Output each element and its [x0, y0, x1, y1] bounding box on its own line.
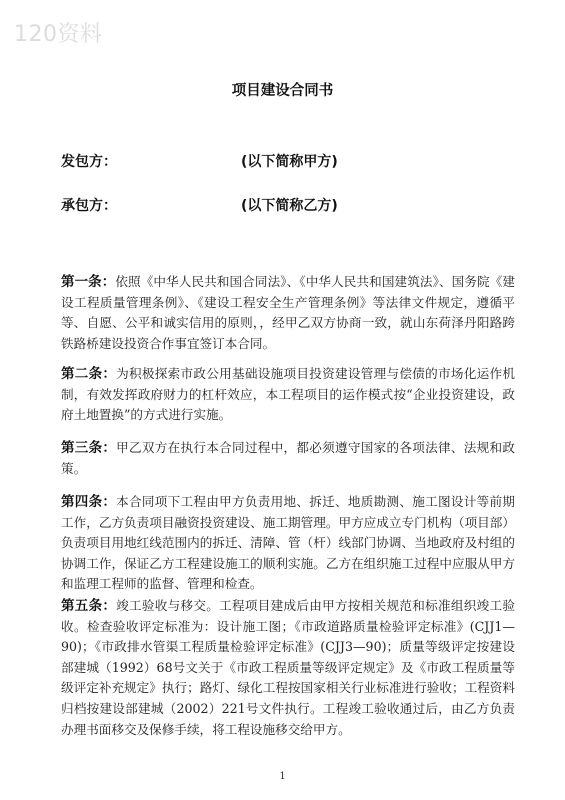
clause-4-text: 本合同项下工程由甲方负责用地、拆迁、地质勘测、施工图设计等前期工作，乙方负责项目融资投资建设、施工期管理。甲方应成立专门机构（项目部）负责项目用地红线范围内的拆迁、清障、管（杆）线部门协调、当地政府及村组的协调工作，保证乙方工程建设施工的顺利实施。乙方在组织施工过程中应服从甲方和监理工程师的监督、管理和检查。 — [61, 494, 516, 592]
clause-4 — [61, 492, 515, 595]
party-b-label: 承包方： — [61, 198, 117, 214]
clause-5 — [61, 596, 515, 740]
party-a-value: (以下简称甲方) — [241, 154, 338, 170]
party-b-line — [61, 195, 338, 215]
clause-1 — [61, 272, 515, 354]
clause-5-heading: 第五条： — [61, 598, 117, 614]
clause-3-text: 甲乙双方在执行本合同过程中，都必须遵守国家的各项法律、法规和政策。 — [61, 440, 516, 476]
clause-1-text: 依照《中华人民共和国合同法》、《中华人民共和国建筑法》、国务院《建设工程质量管理条例》、《建设工程安全生产管理条例》等法律文件规定，遵循平等、自愿、公平和诚实信用的原则，，经甲乙双方协商一致，就山东荷泽丹阳路跨铁路桥建设投资合作事宜签订本合同。 — [61, 274, 515, 351]
clause-3-heading: 第三条： — [61, 440, 117, 456]
party-a-label: 发包方： — [61, 154, 117, 170]
party-a-line — [61, 151, 338, 171]
clause-2-text: 为积极探索市政公用基础设施项目投资建设管理与偿债的市场化运作机制，有效发挥政府财力的杠杆效应，本工程项目的运作模式按“企业投资建设，政府土地置换”的方式进行实施。 — [61, 366, 516, 423]
watermark: 120资料 — [14, 22, 103, 47]
clause-3 — [61, 438, 515, 479]
page-number: 1 — [279, 771, 286, 782]
party-b-value: (以下简称乙方) — [241, 198, 338, 214]
clause-2 — [61, 364, 515, 426]
clause-4-heading: 第四条： — [61, 494, 117, 510]
clause-1-heading: 第一条： — [61, 274, 116, 290]
clause-5-text: 竣工验收与移交。工程项目建成后由甲方按相关规范和标准组织竣工验收。检查验收评定标准为：设计施工图；《市政道路质量检验评定标准》(CJJ1—90)；《市政排水管渠工程质量检验评定标准》(CJJ3—90)；质量等级评定按建设部建城（1992）68号文关于《市政工程质量等级评定规定》及《市政工程质量等级评定补充规定》执行；路灯、绿化工程按国家相关行业标准进行验收；工程资料归档按建设部建城（2002）221号文件执行。工程竣工验收通过后，由乙方负责办理书面移交及保修手续，将工程设施移交给甲方。 — [61, 598, 516, 737]
clause-2-heading: 第二条： — [61, 366, 117, 382]
document-title: 项目建设合同书 — [231, 83, 334, 99]
